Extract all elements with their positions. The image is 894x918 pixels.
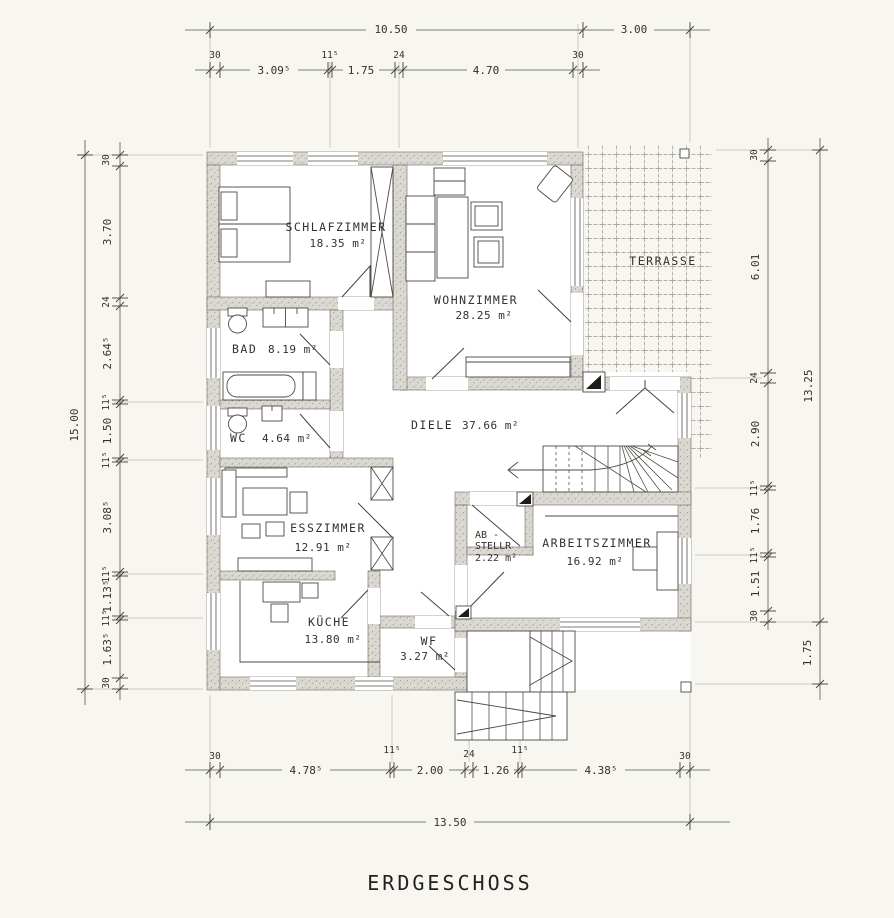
pillow [221, 192, 237, 220]
dim-left-10: 11⁵ [101, 609, 112, 627]
dim-left-9: 1.13⁵ [101, 579, 114, 613]
window [443, 152, 547, 165]
kitchen-table [263, 582, 300, 602]
dim-right-3: 2.90 [749, 420, 762, 448]
double-sink [263, 308, 308, 327]
dim-top-3: 1.75 [347, 64, 375, 77]
dimension-top [185, 22, 710, 78]
page-title: ERDGESCHOSS [367, 871, 533, 895]
dim-left-5: 1.50 [101, 417, 114, 445]
room-abstellraum-area: 2.22 m² [475, 553, 518, 564]
toilet [228, 408, 247, 433]
chair [290, 492, 307, 513]
room-bad-area: 8.19 m² [268, 343, 318, 356]
dim-left-11: 1.63⁵ [101, 632, 114, 666]
window [308, 152, 358, 165]
dim-right-1: 6.01 [749, 253, 762, 281]
dim-bottom-3: 2.00 [416, 764, 444, 777]
dimension-right [749, 138, 828, 700]
window [237, 152, 293, 165]
room-kueche-name: KÜCHE [307, 615, 351, 629]
window [207, 593, 220, 650]
room-esszimmer-name: ESSZIMMER [290, 521, 366, 535]
sideboard [434, 168, 465, 195]
dim-right-0: 30 [749, 149, 760, 161]
section-marker-icon [583, 372, 605, 392]
dim-right-5: 1.76 [749, 507, 762, 535]
chair [271, 604, 288, 622]
chair [266, 522, 284, 536]
window [571, 198, 583, 286]
room-arbeitszimmer-name: ARBEITSZIMMER [542, 536, 652, 550]
dim-bottom-8: 30 [679, 751, 691, 762]
built-in-cupboard [371, 467, 393, 500]
room-wohnzimmer-area: 28.25 m² [455, 309, 513, 322]
entrance-stairs [455, 631, 575, 740]
window [207, 478, 220, 535]
window [678, 393, 691, 438]
room-schlafzimmer-name: SCHLAFZIMMER [285, 220, 387, 234]
dim-bottom-0: 30 [209, 751, 221, 762]
coffee-table [437, 197, 468, 278]
dim-left-4: 11⁵ [101, 393, 112, 411]
room-wc-area: 4.64 m² [262, 432, 312, 445]
dim-top-6: 30 [572, 50, 584, 61]
dim-right-2: 24 [749, 372, 760, 384]
chair [302, 583, 318, 598]
dim-top-4: 24 [393, 50, 405, 61]
terrace-marker-square [680, 149, 689, 158]
dim-top-overall-right: 3.00 [620, 23, 648, 36]
room-wc-name: WC [230, 431, 247, 445]
dresser [266, 281, 310, 297]
room-bad-name: BAD [232, 342, 258, 356]
section-marker-icon [517, 492, 533, 506]
dim-left-overall: 15.00 [68, 408, 81, 442]
desk [657, 532, 678, 590]
dim-right-7: 1.51 [749, 570, 762, 598]
room-esszimmer-area: 12.91 m² [294, 541, 352, 554]
dim-top-5: 4.70 [472, 64, 500, 77]
corner-bench [222, 470, 236, 517]
dim-right-overall: 13.25 [802, 369, 815, 403]
room-kueche-area: 13.80 m² [304, 633, 362, 646]
sideboard [238, 558, 312, 571]
dim-bottom-7: 4.38⁵ [584, 764, 618, 777]
marker-square [681, 682, 691, 692]
dim-bottom-6: 11⁵ [511, 745, 529, 756]
chair [242, 524, 260, 538]
dim-top-2: 11⁵ [321, 50, 339, 61]
dim-right-8: 30 [749, 610, 760, 622]
room-diele-area: 37.66 m² [462, 419, 519, 432]
window [250, 677, 296, 690]
dim-left-6: 11⁵ [101, 451, 112, 469]
desk-chair [633, 547, 657, 570]
room-abstellraum-name2: STELLR [475, 541, 512, 552]
dim-left-8: 11⁵ [101, 565, 112, 583]
window [560, 618, 640, 631]
dim-left-0: 30 [101, 154, 112, 166]
sofa [406, 196, 435, 281]
dim-bottom-overall: 13.50 [433, 816, 467, 829]
toilet [228, 308, 247, 333]
window [207, 406, 220, 450]
sideboard [466, 357, 570, 377]
dim-left-7: 3.08⁵ [101, 500, 114, 534]
dim-left-3: 2.64⁵ [101, 336, 114, 370]
dim-bottom-5: 1.26 [482, 764, 510, 777]
bathtub [223, 372, 316, 400]
room-wf-area: 3.27 m² [400, 650, 450, 663]
built-in-cupboard [371, 537, 393, 570]
dim-bottom-2: 11⁵ [383, 745, 401, 756]
dim-right-4: 11⁵ [749, 479, 760, 497]
dim-top-overall-left: 10.50 [374, 23, 408, 36]
dimension-left [68, 140, 128, 705]
window [678, 538, 691, 584]
room-abstellraum-name1: AB - [475, 530, 500, 541]
dim-left-2: 24 [101, 296, 112, 308]
room-schlafzimmer-area: 18.35 m² [309, 237, 367, 250]
pillow [221, 229, 237, 257]
dim-left-12: 30 [101, 677, 112, 689]
window [355, 677, 393, 690]
dim-right-9: 1.75 [801, 639, 814, 667]
dim-top-0: 30 [209, 50, 221, 61]
dim-right-6: 11⁵ [749, 546, 760, 564]
dim-left-1: 3.70 [101, 218, 114, 246]
room-wohnzimmer-name: WOHNZIMMER [433, 293, 519, 307]
dim-bottom-4: 24 [463, 749, 475, 760]
dim-bottom-1: 4.78⁵ [289, 764, 323, 777]
room-terrasse-name: TERRASSE [629, 254, 697, 268]
room-diele-name: DIELE [411, 418, 454, 432]
window [207, 328, 220, 378]
room-wf-name: WF [420, 634, 438, 648]
dining-table [243, 488, 287, 515]
room-arbeitszimmer-area: 16.92 m² [566, 555, 624, 568]
section-marker-icon [456, 606, 471, 619]
dimension-bottom [185, 745, 730, 830]
dim-top-1: 3.09⁵ [257, 64, 291, 77]
sink [262, 406, 282, 421]
